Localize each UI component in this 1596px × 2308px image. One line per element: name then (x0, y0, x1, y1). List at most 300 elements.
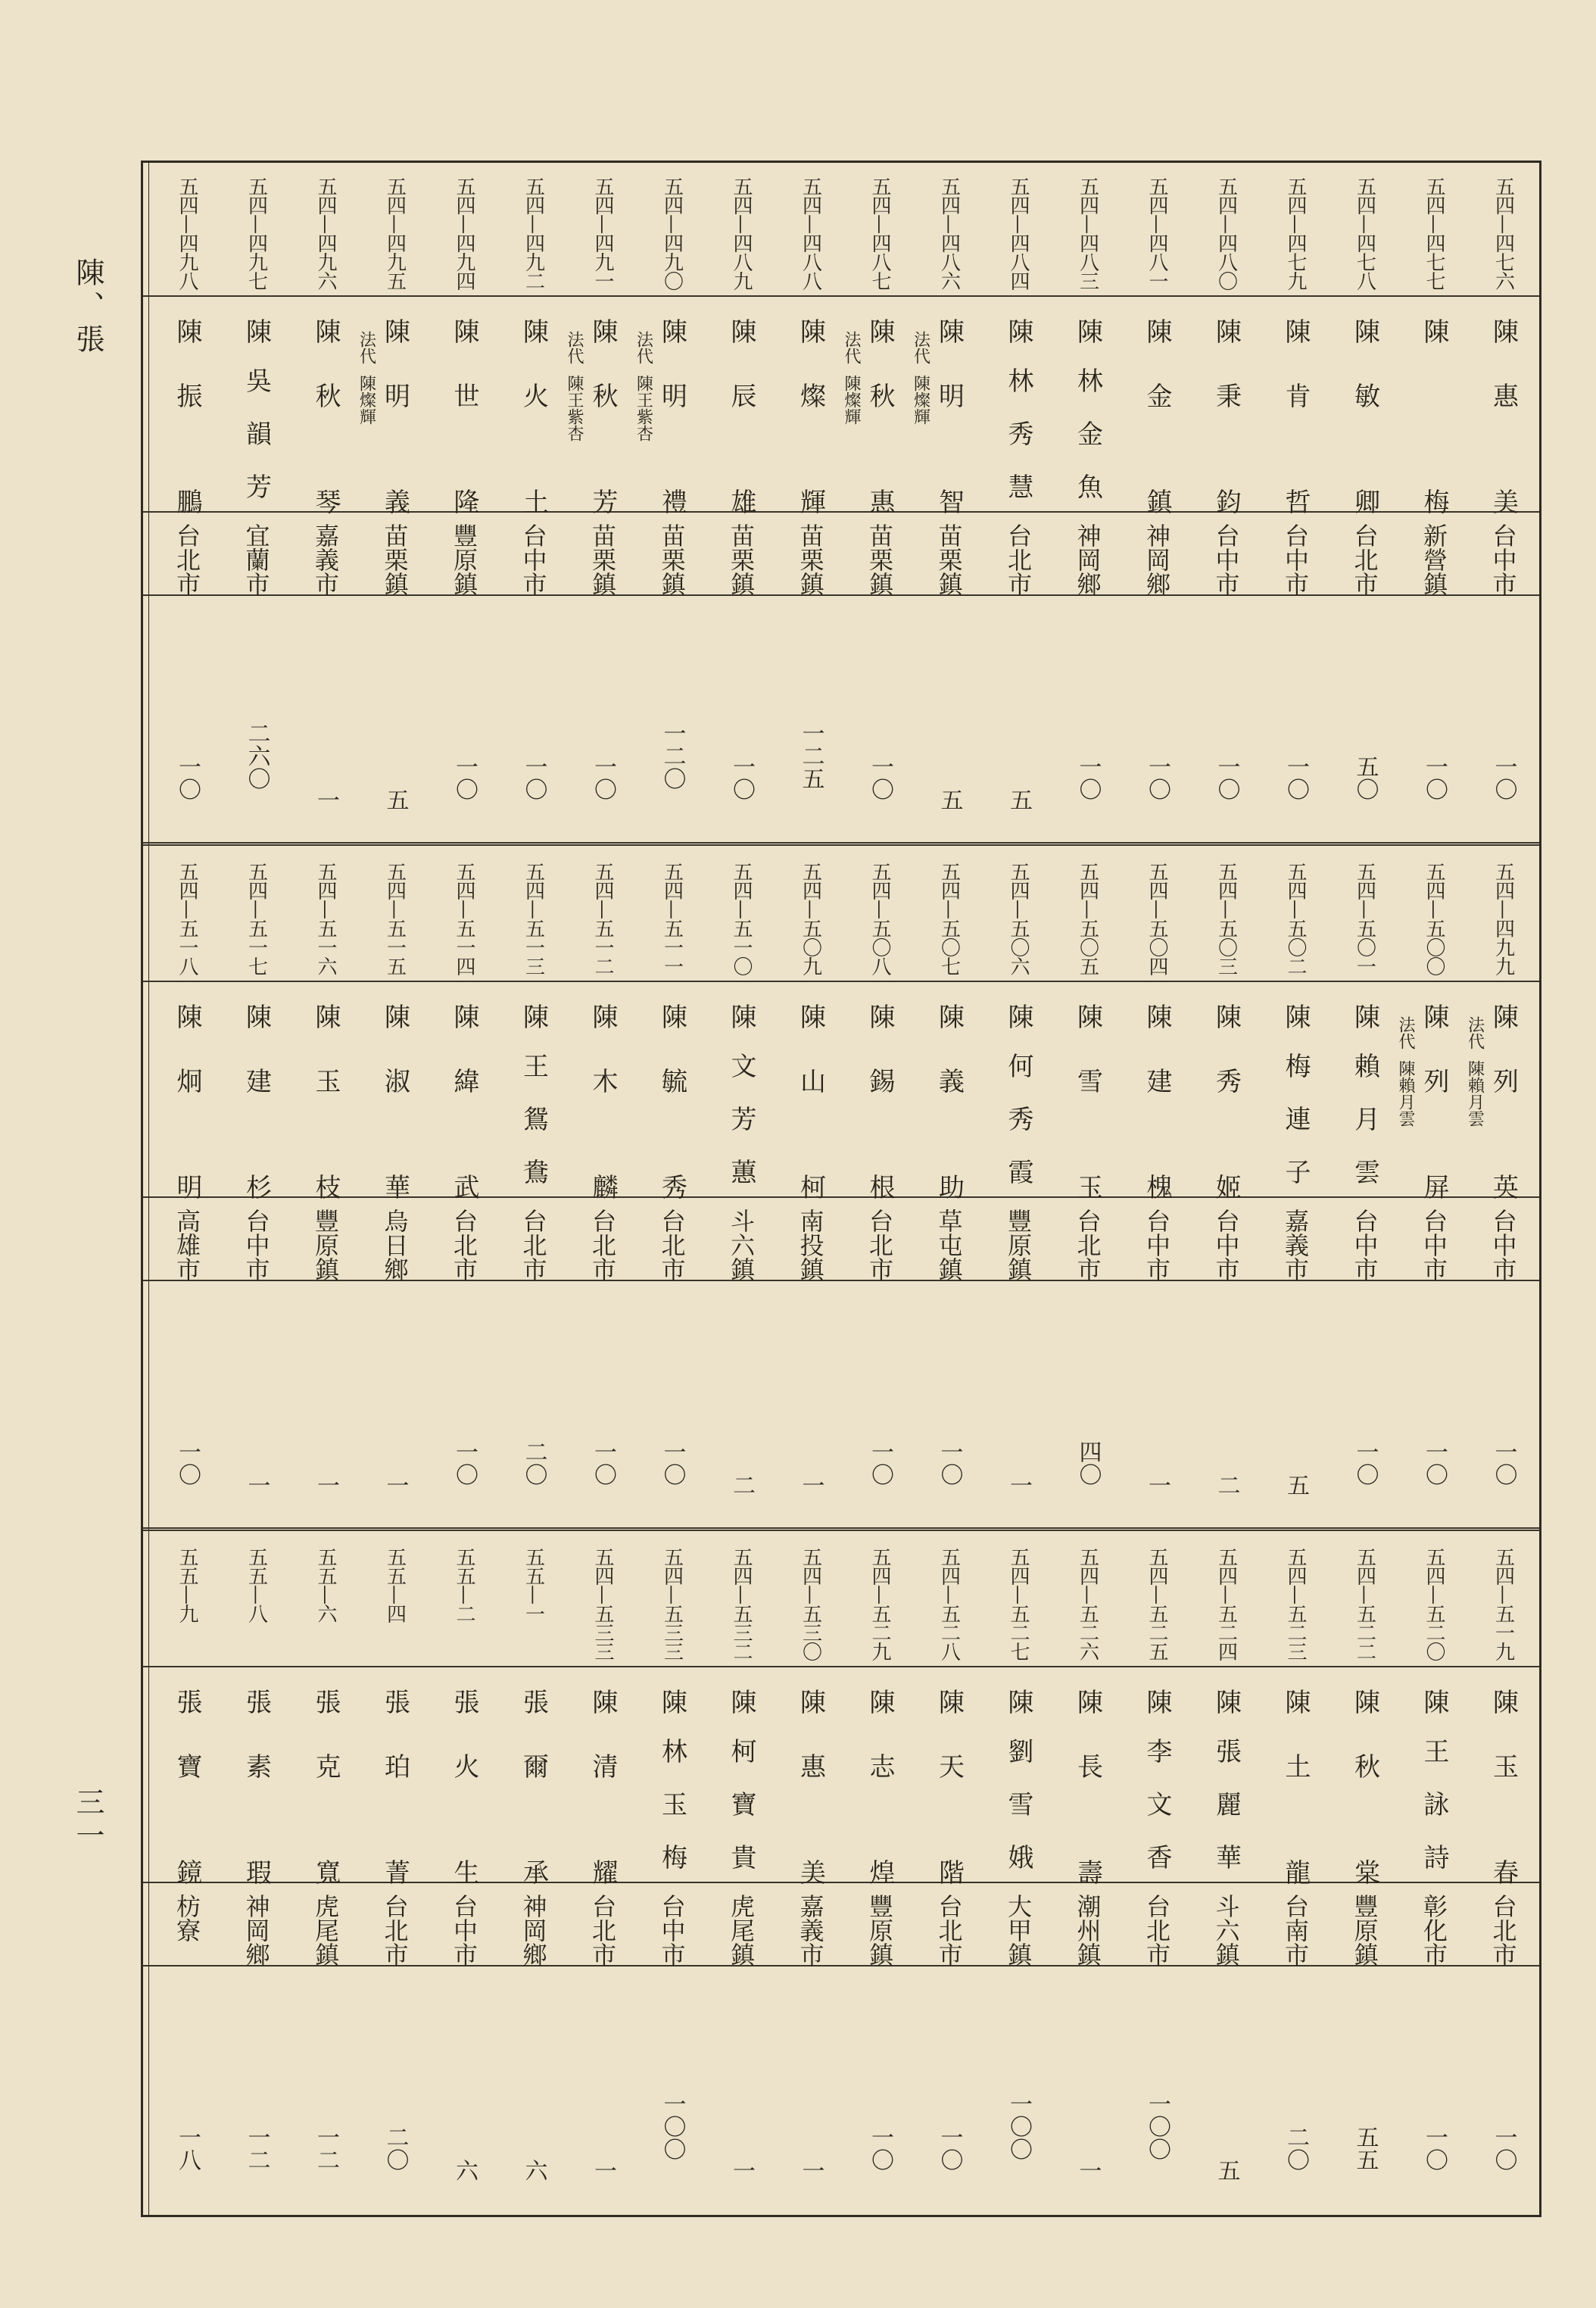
entry-number: 五四—四八九 (730, 176, 753, 290)
entry-given-name-char: 賴 (1349, 1053, 1380, 1078)
register-entry (1401, 163, 1467, 844)
entry-given-name-char: 辰 (726, 382, 756, 408)
entry-number: 五四—五一六 (314, 862, 337, 975)
entry-place: 虎尾鎮 (311, 1894, 340, 1966)
entry-amount: 五 (1213, 2159, 1240, 2182)
register-entry (985, 1533, 1052, 2215)
entry-given-name-char: 韻 (241, 420, 272, 446)
entry-surname: 陳 (1419, 318, 1449, 344)
entry-given-name-char: 珀 (379, 1753, 410, 1779)
entry-place: 台南市 (1281, 1894, 1310, 1966)
entry-surname: 陳 (656, 1689, 687, 1714)
entry-place: 潮州鎮 (1073, 1894, 1102, 1966)
register-entry (639, 1533, 706, 2215)
entry-given-name-char: 輝 (795, 488, 826, 514)
entry-given-name-char: 月 (1349, 1106, 1380, 1131)
entry-note-label: 法代 (911, 331, 930, 364)
entry-given-name-char: 琴 (310, 488, 341, 514)
entry-given-name-char: 助 (934, 1174, 965, 1199)
register-entry (911, 163, 983, 844)
register-entry (1332, 1533, 1398, 2215)
register-entry (431, 848, 497, 1530)
register-entry (1262, 848, 1329, 1530)
entry-number: 五四—五一三 (522, 862, 545, 975)
entry-place: 台中市 (1211, 523, 1241, 596)
entry-given-name-char: 義 (379, 488, 410, 514)
entry-given-name-char: 杉 (241, 1174, 272, 1199)
entry-given-name-char: 山 (795, 1068, 826, 1093)
entry-given-name-char: 武 (449, 1174, 479, 1199)
register-entry (1055, 1533, 1121, 2215)
entry-given-name-char: 文 (1142, 1791, 1172, 1817)
entry-given-name-char: 張 (1211, 1738, 1242, 1764)
entry-given-name-char: 慧 (1003, 473, 1033, 499)
entry-number: 五四—五一八 (176, 862, 198, 975)
entry-place: 神岡鄉 (242, 1894, 271, 1966)
entry-given-name-char: 鎮 (1142, 488, 1172, 514)
entry-amount: 一二〇 (659, 722, 686, 790)
entry-number: 五四—五三〇 (799, 1547, 822, 1661)
entry-amount: 一〇 (867, 2126, 893, 2171)
entry-amount: 五五 (1351, 2126, 1379, 2171)
register-entry (1193, 163, 1260, 844)
entry-surname: 陳 (449, 318, 479, 344)
entry-number: 五四—四七七 (1423, 176, 1445, 290)
entry-given-name-char: 哲 (1280, 488, 1311, 514)
entry-surname: 陳 (241, 1003, 272, 1029)
entry-given-name-char: 根 (865, 1174, 895, 1199)
register-entry (569, 848, 636, 1530)
register-entry (1262, 163, 1329, 844)
entry-number: 五四—五〇七 (937, 862, 961, 975)
entry-given-name-char: 雲 (1349, 1159, 1380, 1184)
entry-amount: 四〇 (1074, 1440, 1102, 1486)
entry-given-name-char: 華 (1211, 1844, 1242, 1870)
entry-given-name-char: 詠 (1419, 1791, 1449, 1817)
entry-amount: 一二 (243, 2126, 270, 2171)
entry-number: 五四—五三二 (730, 1547, 753, 1661)
entry-surname: 陳 (726, 1689, 756, 1714)
entry-number: 五四—五一〇 (730, 862, 753, 975)
entry-note-name: 陳燦輝 (911, 375, 930, 425)
register-entry (778, 163, 844, 844)
register-entry (1332, 848, 1398, 1530)
entry-number: 五四—四九六 (314, 176, 337, 290)
entry-number: 五四—四八一 (1146, 176, 1168, 290)
entry-amount: 一 (797, 1474, 824, 1496)
entry-given-name-char: 天 (934, 1753, 965, 1779)
entry-given-name-char: 英 (1488, 1174, 1519, 1199)
entry-amount: 一〇 (1351, 1440, 1379, 1486)
entry-amount: 一〇 (867, 1440, 893, 1486)
entry-given-name-char: 美 (795, 1859, 826, 1885)
entry-amount: 一〇〇 (1144, 2092, 1171, 2160)
entry-given-name-char: 麗 (1211, 1791, 1242, 1817)
entry-number: 五四—五〇一 (1353, 862, 1376, 975)
register-entry (154, 848, 220, 1530)
entry-surname: 陳 (934, 1003, 965, 1029)
entry-surname: 陳 (795, 1003, 826, 1029)
entry-number: 五四—五二〇 (1423, 1547, 1445, 1661)
entry-place: 台中市 (242, 1209, 271, 1281)
entry-place: 苗栗鎮 (865, 523, 894, 596)
entry-given-name-char: 枝 (310, 1174, 341, 1199)
entry-amount: 一〇〇 (659, 2092, 686, 2160)
entry-surname: 陳 (656, 318, 687, 344)
entry-given-name-char: 鏡 (172, 1859, 202, 1885)
entry-number: 五四—五二六 (1076, 1547, 1099, 1661)
entry-place: 苗栗鎮 (588, 523, 617, 596)
register-entry (985, 163, 1052, 844)
entry-surname: 陳 (518, 318, 549, 344)
entry-amount: 五 (1283, 1474, 1309, 1496)
entry-given-name-char: 華 (379, 1174, 410, 1199)
register-entry (1401, 1533, 1467, 2215)
entry-given-name-char: 義 (934, 1068, 965, 1093)
entry-surname: 陳 (795, 318, 826, 344)
register-entry (500, 1533, 567, 2215)
entry-given-name-char: 何 (1003, 1053, 1033, 1078)
entry-place: 豐原鎮 (450, 523, 478, 596)
entry-given-name-char: 秀 (656, 1174, 687, 1199)
entry-given-name-char: 雪 (1003, 1791, 1033, 1817)
entry-amount: 一 (313, 788, 339, 811)
entry-place: 台北市 (657, 1209, 687, 1281)
entry-place: 台北市 (1073, 1209, 1102, 1281)
entry-given-name-char: 蕙 (726, 1159, 756, 1184)
entry-amount: 一 (382, 1474, 409, 1496)
entry-number: 五四—四九〇 (660, 176, 684, 290)
entry-surname: 陳 (1072, 1689, 1103, 1714)
entry-number: 五四—五二四 (1214, 1547, 1238, 1661)
entry-amount: 一 (1005, 1474, 1032, 1496)
entry-amount: 一 (797, 2159, 824, 2182)
entry-given-name-char: 秀 (1003, 420, 1033, 446)
entry-amount: 六 (520, 2159, 547, 2182)
entry-given-name-char: 木 (588, 1068, 618, 1093)
entry-amount: 一〇 (451, 755, 478, 800)
register-entry (1124, 848, 1190, 1530)
entry-amount: 一 (1074, 2159, 1102, 2182)
entry-place: 豐原鎮 (311, 1209, 340, 1281)
register-entry (846, 1533, 913, 2215)
entry-number: 五五—二 (453, 1547, 475, 1623)
entry-note-name: 陳燦輝 (842, 375, 861, 425)
register-entry (639, 848, 706, 1530)
entry-given-name-char: 壽 (1072, 1859, 1103, 1885)
entry-given-name-char: 克 (310, 1753, 341, 1779)
entry-place: 豐原鎮 (1350, 1894, 1379, 1966)
entry-amount: 二 (1213, 1474, 1240, 1496)
entry-surname: 陳 (172, 318, 202, 344)
entry-given-name-char: 秋 (588, 382, 618, 408)
entry-given-name-char: 鴦 (518, 1159, 549, 1184)
entry-amount: 一 (1144, 1474, 1171, 1496)
entry-place: 南投鎮 (796, 1209, 825, 1281)
entry-number: 五四—四九九 (1492, 862, 1515, 975)
entry-given-name-char: 玉 (656, 1791, 687, 1817)
register-entry (1055, 163, 1121, 844)
register-entry (1124, 1533, 1190, 2215)
entry-given-name-char: 承 (518, 1859, 549, 1885)
entry-number: 五四—五一七 (245, 862, 268, 975)
entry-number: 五四—四八七 (868, 176, 891, 290)
register-entry (362, 1533, 429, 2215)
register-entry (569, 1533, 636, 2215)
entry-place: 台中市 (1211, 1209, 1241, 1281)
entry-given-name-char: 金 (1072, 420, 1103, 446)
entry-surname: 陳 (449, 1003, 479, 1029)
register-entry (1470, 1533, 1537, 2215)
entry-given-name-char: 秉 (1211, 382, 1242, 408)
entry-place: 嘉義市 (311, 523, 340, 596)
entry-given-name-char: 娥 (1003, 1844, 1033, 1870)
entry-number: 五四—五二八 (937, 1547, 961, 1661)
entry-number: 五四—五〇〇 (1423, 862, 1445, 975)
entry-amount: 一 (728, 2159, 755, 2182)
entry-given-name-char: 王 (1419, 1738, 1449, 1764)
entry-given-name-char: 鈞 (1211, 488, 1242, 514)
entry-given-name-char: 秋 (1349, 1753, 1380, 1779)
entry-place: 台北市 (1350, 523, 1379, 596)
entry-place: 台北市 (865, 1209, 894, 1281)
entry-number: 五四—五〇二 (1284, 862, 1307, 975)
entry-surname: 陳 (934, 1689, 965, 1714)
entry-amount: 一〇 (659, 1440, 686, 1486)
entry-place: 嘉義市 (1281, 1209, 1310, 1281)
entry-surname: 張 (379, 1689, 410, 1714)
entry-given-name-char: 文 (726, 1053, 756, 1078)
entry-given-name-char: 敏 (1349, 382, 1380, 408)
entry-number: 五四—五〇三 (1214, 862, 1238, 975)
entry-surname: 陳 (588, 318, 618, 344)
entry-given-name-char: 世 (449, 382, 479, 408)
entry-number: 五四—五一一 (660, 862, 684, 975)
entry-surname: 陳 (1003, 1003, 1033, 1029)
register-entry (708, 163, 775, 844)
entry-surname: 張 (518, 1689, 549, 1714)
entry-given-name-char: 雪 (1072, 1068, 1103, 1093)
entry-amount: 二〇 (382, 2126, 409, 2171)
entry-amount: 一 (590, 2159, 616, 2182)
entry-given-name-char: 長 (1072, 1753, 1103, 1779)
entry-amount: 一〇 (174, 755, 201, 800)
entry-given-name-char: 麟 (588, 1174, 618, 1199)
entry-amount: 一〇 (728, 755, 755, 800)
entry-number: 五四—五〇八 (868, 862, 891, 975)
entry-given-name-char: 梅 (1280, 1053, 1311, 1078)
register-entry (1193, 848, 1260, 1530)
entry-surname: 張 (449, 1689, 479, 1714)
entry-surname: 張 (172, 1689, 202, 1714)
entry-given-name-char: 春 (1488, 1859, 1519, 1885)
page-number: 三一 (71, 1787, 104, 1854)
entry-place: 台中市 (1488, 1209, 1518, 1281)
entry-number: 五四—五一四 (453, 862, 475, 975)
entry-surname: 陳 (1003, 318, 1033, 344)
entry-number: 五四—四九二 (522, 176, 545, 290)
entry-given-name-char: 淑 (379, 1068, 410, 1093)
entry-surname: 陳 (379, 1003, 410, 1029)
entry-surname: 陳 (588, 1003, 618, 1029)
entry-number: 五四—四九五 (383, 176, 407, 290)
entry-given-name-char: 惠 (795, 1753, 826, 1779)
entry-surname: 陳 (934, 318, 965, 344)
entry-place: 台中市 (1142, 1209, 1171, 1281)
entry-given-name-char: 寶 (726, 1791, 756, 1817)
entry-amount: 一〇 (1283, 755, 1309, 800)
entry-surname: 陳 (172, 1003, 202, 1029)
entry-amount: 一二五 (797, 722, 824, 790)
entry-given-name-char: 明 (172, 1174, 202, 1199)
entry-given-name-char: 芳 (726, 1106, 756, 1131)
entry-number: 五四—五一五 (383, 862, 407, 975)
entry-number: 五四—四七八 (1353, 176, 1376, 290)
entry-given-name-char: 耀 (588, 1859, 618, 1885)
register-entry (1332, 163, 1398, 844)
entry-given-name-char: 貴 (726, 1844, 756, 1870)
register-entry (431, 1533, 497, 2215)
side-header: 陳、張 (71, 257, 104, 357)
entry-given-name-char: 鴛 (518, 1106, 549, 1131)
entry-given-name-char: 霞 (1003, 1159, 1033, 1184)
entry-number: 五四—四八六 (937, 176, 961, 290)
entry-amount: 一〇 (1144, 755, 1171, 800)
entry-given-name-char: 槐 (1142, 1174, 1172, 1199)
register-block (143, 848, 1539, 1530)
register-block (143, 163, 1539, 844)
register-entry (1396, 848, 1467, 1530)
entry-amount: 一八 (174, 2126, 201, 2171)
entry-surname: 陳 (1419, 1689, 1449, 1714)
entry-surname: 陳 (726, 318, 756, 344)
entry-surname: 張 (241, 1689, 272, 1714)
entry-number: 五四—五二二 (1353, 1547, 1376, 1661)
entry-given-name-char: 寬 (310, 1859, 341, 1885)
entry-given-name-char: 煌 (865, 1859, 895, 1885)
entry-amount: 一〇 (1421, 1440, 1448, 1486)
entry-note-label: 法代 (634, 331, 653, 364)
entry-number: 五四—五一九 (1492, 1547, 1515, 1661)
entry-number: 五四—四九八 (176, 176, 198, 290)
entry-number: 五四—五三三 (591, 1547, 614, 1661)
register-entry (1465, 848, 1537, 1530)
entry-place: 台中市 (1420, 1209, 1448, 1281)
entry-number: 五五—八 (245, 1547, 268, 1623)
entry-given-name-char: 列 (1488, 1068, 1519, 1093)
entry-place: 苗栗鎮 (796, 523, 825, 596)
entry-note-label: 法代 (842, 331, 861, 364)
entry-surname: 陳 (1419, 1003, 1449, 1029)
entry-place: 台中市 (519, 523, 548, 596)
entry-given-name-char: 建 (1142, 1068, 1172, 1093)
register-entry (846, 848, 913, 1530)
entry-place: 台中市 (1350, 1209, 1379, 1281)
entry-surname: 陳 (588, 1689, 618, 1714)
entry-place: 草屯鎮 (934, 1209, 964, 1281)
entry-amount: 一 (313, 1474, 339, 1496)
entry-given-name-char: 詩 (1419, 1844, 1449, 1870)
register-entry (1193, 1533, 1260, 2215)
entry-place: 台北市 (1142, 1894, 1171, 1966)
entry-given-name-char: 林 (1003, 367, 1033, 393)
entry-place: 台北市 (173, 523, 201, 596)
entry-surname: 陳 (1280, 318, 1311, 344)
register-entry (357, 163, 429, 844)
entry-number: 五四—四九四 (453, 176, 475, 290)
entry-number: 五四—四七九 (1284, 176, 1307, 290)
register-entry (565, 163, 636, 844)
register-entry (634, 163, 706, 844)
entry-number: 五四—四七六 (1492, 176, 1515, 290)
entry-number: 五四—五〇四 (1146, 862, 1168, 975)
entry-given-name-char: 生 (449, 1859, 479, 1885)
entry-given-name-char: 明 (656, 382, 687, 408)
entry-number: 五四—五一二 (591, 862, 614, 975)
entry-surname: 陳 (656, 1003, 687, 1029)
entry-given-name-char: 雄 (726, 488, 756, 514)
register-entry (778, 1533, 844, 2215)
entry-amount: 一〇 (1421, 755, 1448, 800)
entry-surname: 陳 (1349, 318, 1380, 344)
entry-place: 台中市 (1281, 523, 1310, 596)
register-entry (778, 848, 844, 1530)
entry-place: 台中市 (657, 1894, 687, 1966)
entry-given-name-char: 振 (172, 382, 202, 408)
entry-amount: 二〇 (520, 1440, 547, 1486)
entry-amount: 一〇 (1213, 755, 1240, 800)
entry-given-name-char: 菁 (379, 1859, 410, 1885)
entry-surname: 陳 (865, 1003, 895, 1029)
register-entry (1055, 848, 1121, 1530)
entry-given-name-char: 瑕 (241, 1859, 272, 1885)
entry-number: 五四—五二五 (1146, 1547, 1168, 1661)
entry-place: 豐原鎮 (865, 1894, 894, 1966)
entry-surname: 陳 (379, 318, 410, 344)
entry-amount: 五 (1005, 788, 1032, 811)
entry-given-name-char: 林 (1072, 367, 1103, 393)
entry-given-name-char: 階 (934, 1859, 965, 1885)
entry-surname: 張 (310, 1689, 341, 1714)
entry-amount: 一 (243, 1474, 270, 1496)
register-entry (431, 163, 497, 844)
entry-given-name-char: 玉 (1488, 1753, 1519, 1779)
entry-given-name-char: 寶 (172, 1753, 202, 1779)
register-entry (292, 163, 359, 844)
entry-note-label: 法代 (565, 331, 584, 364)
register-entry (500, 848, 567, 1530)
register-entry (985, 848, 1052, 1530)
entry-place: 台北市 (934, 1894, 964, 1966)
entry-given-name-char: 棠 (1349, 1859, 1380, 1885)
entry-place: 台中市 (1488, 523, 1518, 596)
entry-number: 五四—五二九 (868, 1547, 891, 1661)
entry-number: 五四—五二七 (1007, 1547, 1030, 1661)
entry-given-name-char: 連 (1280, 1106, 1311, 1131)
entry-given-name-char: 美 (1488, 488, 1519, 514)
entry-number: 五四—四九一 (591, 176, 614, 290)
entry-given-name-char: 子 (1280, 1159, 1311, 1184)
entry-given-name-char: 火 (449, 1753, 479, 1779)
entry-given-name-char: 金 (1142, 382, 1172, 408)
entry-note-label: 法代 (357, 331, 376, 364)
entry-given-name-char: 惠 (1488, 382, 1519, 408)
entry-given-name-char: 肯 (1280, 382, 1311, 408)
entry-place: 苗栗鎮 (657, 523, 687, 596)
register-entry (223, 1533, 290, 2215)
entry-surname: 陳 (310, 1003, 341, 1029)
entry-place: 新營鎮 (1420, 523, 1448, 596)
